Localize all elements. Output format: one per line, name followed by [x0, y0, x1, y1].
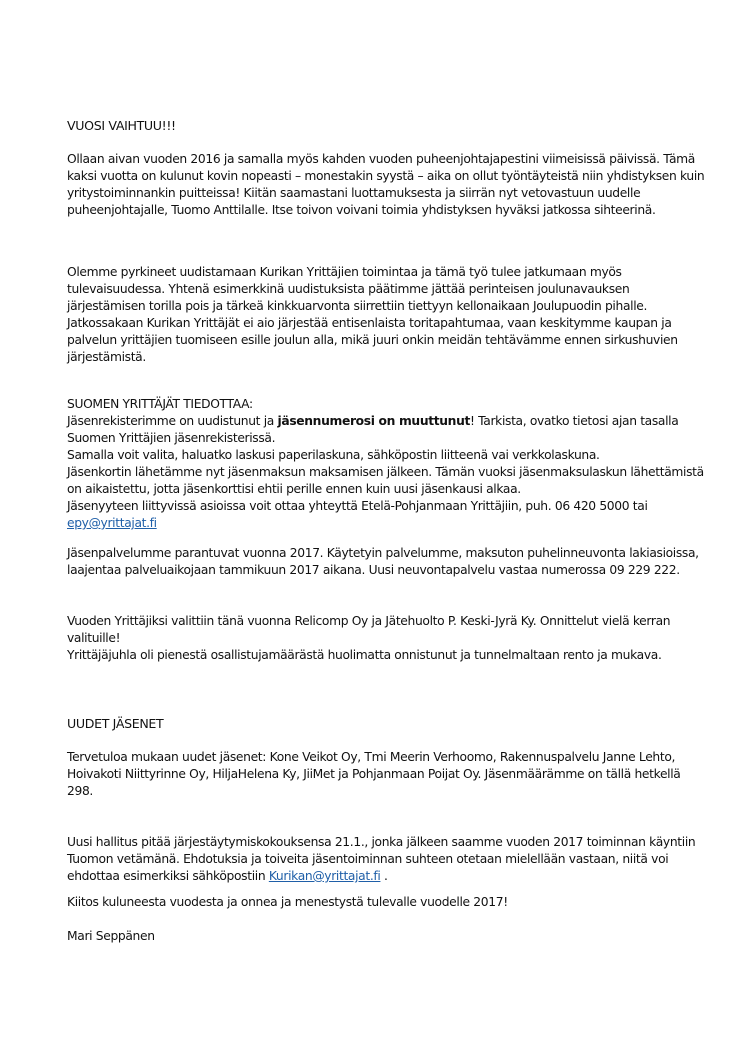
new-members-heading: UUDET JÄSENET — [67, 716, 164, 731]
suomen-heading: SUOMEN YRITTÄJÄT TIEDOTTAA: — [67, 397, 253, 411]
epy-email-link[interactable]: epy@yrittajat.fi — [67, 516, 157, 530]
party-paragraph: Yrittäjäjuhla oli pienestä osallistujamäärästä huolimatta onnistunut ja tunnelmaltaan rento ja mukava. — [67, 648, 662, 662]
board-text-end: . — [380, 869, 388, 883]
suomen-yrittajat-section — [67, 396, 707, 532]
register-paragraph — [67, 413, 707, 447]
intro-paragraph: Ollaan aivan vuoden 2016 ja samalla myös kahden vuoden puheenjohtajapestini viimeisissä päivissä. Tämä kaksi vuotta on kulunut kovin nopeasti – monestakin syystä – aika on ollut työntäyteistä niin yhdistyksen kuin yritystoiminnankin puitteissa! Kiitän saamastani luottamuksesta ja siirrän nyt vetovastuun uudelle puheenjohtajalle, Tuomo Anttilalle. Itse toivon voivani toimia yhdistyksen hyväksi jatkossa sihteerinä. — [67, 152, 705, 217]
new-members-paragraph: Tervetuloa mukaan uudet jäsenet: Kone Veikot Oy, Tmi Meerin Verhoomo, Rakennuspalvelu Janne Lehto, Hoivakoti Niittyrinne Oy, HiljaHelena Ky, JiiMet ja Pohjanmaan Poijat Oy. Jäsenmäärämme on tällä hetkellä 298. — [67, 750, 681, 798]
document-title: VUOSI VAIHTUU!!! — [67, 118, 176, 133]
invoice-paragraph: Samalla voit valita, haluatko laskusi paperilaskuna, sähköpostin liitteenä vai verkkolaskuna. — [67, 448, 600, 462]
board-paragraph — [67, 834, 707, 885]
board-text: Uusi hallitus pitää järjestäytymiskokouksensa 21.1., jonka jälkeen saamme vuoden 2017 toiminnan käyntiin Tuomon vetämänä. Ehdotuksia ja toiveita jäsentoiminnan suhteen otetaan mielellään vastaan, niitä voi ehdottaa esimerkiksi sähköpostiin — [67, 835, 696, 883]
register-text-post: ! Tarkista, ovatko tietosi ajan tasalla Suomen Yrittäjien jäsenrekisterissä. — [67, 414, 679, 445]
services-paragraph: Jäsenpalvelumme parantuvat vuonna 2017. Käytetyin palvelumme, maksuton puhelinneuvonta lakiasioissa, laajentaa palveluaikojaan tammikuun 2017 aikana. Uusi neuvontapalvelu vastaa numerossa 09 229 222. — [67, 546, 699, 577]
kurikan-email-link[interactable]: Kurikan@yrittajat.fi — [268, 869, 381, 883]
awards-section — [67, 613, 707, 664]
thanks-paragraph: Kiitos kuluneesta vuodesta ja onnea ja menestystä tulevalle vuodelle 2017! — [67, 895, 508, 909]
signature: Mari Seppänen — [67, 929, 155, 943]
member-card-paragraph: Jäsenkortin lähetämme nyt jäsenmaksun maksamisen jälkeen. Tämän vuoksi jäsenmaksulaskun lähettämistä on aikaistettu, jotta jäsenkorttisi ehtii perille ennen kuin uusi jäsenkausi alkaa. — [67, 465, 704, 496]
contact-text: Jäsenyyteen liittyvissä asioissa voit ottaa yhteyttä Etelä-Pohjanmaan Yrittäjiin, puh. 06 420 5000 tai — [67, 499, 648, 513]
member-number-changed: jäsennumerosi on muuttunut — [277, 414, 471, 428]
register-text-pre: Jäsenrekisterimme on uudistunut ja — [67, 414, 278, 428]
awards-paragraph: Vuoden Yrittäjiksi valittiin tänä vuonna Relicomp Oy ja Jätehuolto P. Keski-Jyrä Ky. Onnittelut vielä kerran valituille! — [67, 614, 671, 645]
contact-paragraph — [67, 498, 707, 532]
renewal-paragraph: Olemme pyrkineet uudistamaan Kurikan Yrittäjien toimintaa ja tämä työ tulee jatkumaan myös tulevaisuudessa. Yhtenä esimerkkinä uudistuksista päätimme jättää perinteisen joulunavauksen järjestämisen torilla pois ja tärkeä kinkkuarvonta siirrettiin tiettyyn kellonaikaan Joulupuodin pihalle. Jatkossakaan Kurikan Yrittäjät ei aio järjestää entisenlaista toritapahtumaa, vaan keskitymme kaupan ja palvelun yrittäjien tuomiseen esille joulun alla, mikä juuri onkin meidän tehtävämme ennen sirkushuvien järjestämistä. — [67, 265, 678, 364]
